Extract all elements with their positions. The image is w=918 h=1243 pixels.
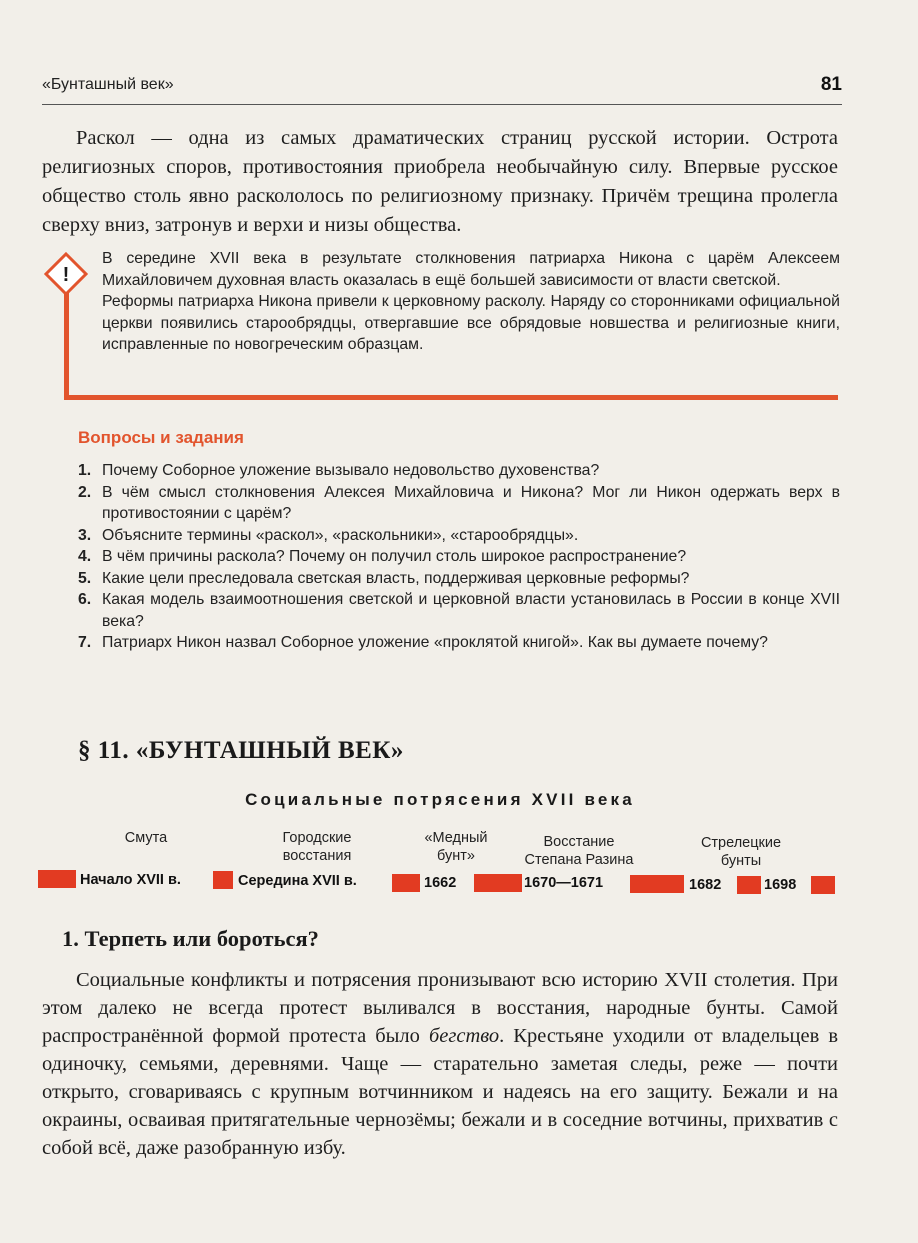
question-number: 7. [78,634,92,651]
question-text: Какая модель взаимоотношения светской и церковной власти установилась в России в конце XVII века? [102,591,840,630]
callout-paragraph: Реформы патриарха Никона привели к церковному расколу. Наряду со сторонниками официальной церкви появились старообрядцы, отвергавшие все обрядовые новшества и религиозные книги, исправленные по новогреческим образцам. [102,293,840,353]
timeline-event-label: Восстание Степана Разина [524,834,634,868]
question-item [78,568,840,590]
timeline-bar [811,876,835,894]
timeline-bar [474,874,522,892]
warning-icon [44,252,88,296]
question-text: Патриарх Никон назвал Соборное уложение «проклятой книгой». Как вы думаете почему? [102,634,768,651]
timeline-date: 1662 [424,875,457,891]
timeline-date: Середина XVII в. [238,873,357,889]
question-text: Какие цели преследовала светская власть, поддерживая церковные реформы? [102,569,690,587]
question-item [78,632,840,654]
timeline-event-label: «Медный бунт» [424,830,488,864]
section-title: § 11. «БУНТАШНЫЙ ВЕК» [78,737,404,764]
question-text: Почему Соборное уложение вызывало недовольство духовенства? [102,462,600,479]
callout-side-bar [64,284,69,400]
callout-paragraph: В середине XVII века в результате столкновения патриарха Никона с царём Алексеем Михайловичем духовная власть оказалась в ещё большей зависимости от власти светской. [102,250,840,289]
timeline-event-label: Смута [124,830,168,846]
question-number: 2. [78,483,92,501]
question-number: 6. [78,591,92,608]
timeline-title: Социальные потрясения XVII века [245,790,635,809]
question-item [78,482,840,525]
page-number: 81 [820,74,842,95]
warning-icon-glyph: ! [62,264,70,286]
timeline-event-label: Городские восстания [282,830,352,864]
question-item [78,525,840,547]
intro-paragraph: Раскол — одна из самых драматических страниц русской истории. Острота религиозных споров, противостояния приобрела необычайную силу. Впервые русское общество столь явно раскололось по религиозному признаку. Причём трещина пролегла сверху вниз, затронув и верхи и низы общества. [42,127,838,236]
question-item [78,546,840,568]
body-paragraph [42,966,838,1162]
timeline-bar [213,871,233,889]
question-text: В чём смысл столкновения Алексея Михайловича и Никона? Мог ли Никон одержать верх в противостоянии с царём? [102,483,840,522]
subsection-title: 1. Терпеть или бороться? [62,926,319,951]
timeline-date: Начало XVII в. [80,872,181,888]
question-text: В чём причины раскола? Почему он получил столь широкое распространение? [102,548,687,565]
question-number: 1. [78,462,92,479]
body-text-part: Социальные конфликты и потрясения пронизывают всю историю XVII столетия. При этом далеко не всегда протест выливался в восстания, народные бунты. Самой распространённой формой протеста было [42,969,838,1047]
timeline-bar [392,874,420,892]
callout-bottom-line [64,395,838,400]
question-number: 5. [78,569,92,587]
timeline-date: 1698 [764,877,797,893]
page-header [42,76,842,105]
summary-callout [42,244,838,400]
body-text-part: . Крестьяне уходили от владельцев в одиночку, семьями, деревнями. Чаще — старательно заметая следы, реже — почти открыто, сговариваясь с крупным вотчинником и надеясь на его защиту. Бежали и на окраины, осваивая притягательные чернозёмы; бежали и в соседние вотчины, прихватив с собой всё, даже разобранную избу. [42,1025,839,1159]
timeline-event-label: Стрелецкие бунты [700,835,782,869]
running-title: «Бунташный век» [42,76,174,93]
questions-list [78,460,840,654]
timeline-bar [630,875,684,893]
questions-heading: Вопросы и задания [78,428,244,447]
question-item [78,460,840,482]
timeline-date: 1670—1671 [524,875,604,891]
timeline-date: 1682 [689,877,722,893]
timeline-bar [737,876,761,894]
body-emphasis: бегство [428,1025,500,1047]
question-item [78,589,840,632]
timeline-bar [38,870,76,888]
question-text: Объясните термины «раскол», «раскольники», «старообрядцы». [102,526,579,544]
question-number: 3. [78,526,92,544]
callout-text [102,248,840,356]
question-number: 4. [78,548,92,565]
